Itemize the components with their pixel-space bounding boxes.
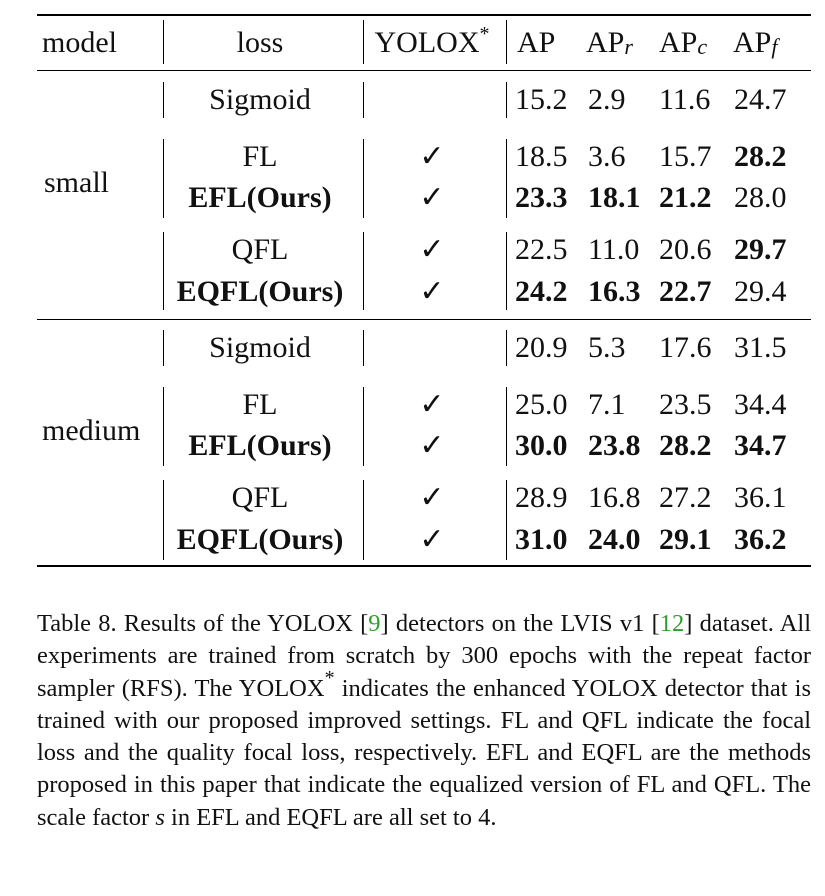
cell-ap-c: 11.6 xyxy=(659,83,711,116)
cell-ap-f: 36.2 xyxy=(734,523,787,556)
header-yolox: YOLOX* xyxy=(374,23,490,59)
cell-yolox-check: ✓ xyxy=(419,388,445,421)
cell-yolox-check: ✓ xyxy=(419,140,445,173)
cell-loss: Sigmoid xyxy=(209,331,311,364)
column-separator xyxy=(363,139,364,218)
column-separator xyxy=(363,20,364,64)
column-separator xyxy=(163,82,164,118)
cell-loss: EQFL(Ours) xyxy=(176,523,344,556)
cell-loss: EFL(Ours) xyxy=(188,181,332,214)
column-separator xyxy=(163,387,164,466)
column-separator xyxy=(506,139,507,218)
column-separator xyxy=(163,330,164,366)
cell-ap-c: 17.6 xyxy=(659,331,712,364)
model-label-medium: medium xyxy=(42,414,141,447)
cell-loss: Sigmoid xyxy=(209,83,311,116)
cell-loss: EQFL(Ours) xyxy=(176,275,344,308)
cell-ap-r: 7.1 xyxy=(588,388,626,421)
citation-yolox[interactable]: 9 xyxy=(368,610,381,637)
header-rule xyxy=(37,70,811,71)
column-separator xyxy=(506,20,507,64)
column-separator xyxy=(506,480,507,560)
cell-ap-f: 29.4 xyxy=(734,275,787,308)
cell-ap-c: 20.6 xyxy=(659,233,712,266)
cell-ap-c: 27.2 xyxy=(659,481,712,514)
cell-ap: 22.5 xyxy=(515,233,568,266)
column-separator xyxy=(163,139,164,218)
cell-ap-f: 36.1 xyxy=(734,481,787,514)
cell-ap-r: 5.3 xyxy=(588,331,626,364)
column-separator xyxy=(363,387,364,466)
cell-ap-f: 28.0 xyxy=(734,181,787,214)
model-label-small: small xyxy=(44,166,109,199)
table-bottom-rule xyxy=(37,565,811,567)
header-ap: AP xyxy=(517,26,556,59)
cell-ap-r: 3.6 xyxy=(588,140,626,173)
cell-ap-r: 18.1 xyxy=(588,181,641,214)
cell-ap-f: 24.7 xyxy=(734,83,787,116)
column-separator xyxy=(363,480,364,560)
cell-yolox-check: ✓ xyxy=(419,481,445,514)
cell-ap: 24.2 xyxy=(515,275,568,308)
header-ap-r: $AP_r$ xyxy=(586,26,633,59)
cell-yolox-check: ✓ xyxy=(419,523,445,556)
header-ap-c: $AP_c$ xyxy=(659,26,708,59)
cell-ap: 23.3 xyxy=(515,181,568,214)
cell-ap-c: 23.5 xyxy=(659,388,712,421)
header-model: model xyxy=(42,26,117,59)
cell-ap: 30.0 xyxy=(515,429,568,462)
cell-ap-f: 34.4 xyxy=(734,388,787,421)
cell-loss: FL xyxy=(242,388,278,421)
table-caption: Table 8. Results of the YOLOX [9] detectors on the LVIS v1 [12] dataset. All experiments are trained from scratch by 300 epochs with the repeat factor sampler (RFS). The YOLOX* indicates the enhanced YOLOX detector that is trained with our proposed improved settings. FL and QFL indicate the focal loss and the quality focal loss, respectively. EFL and EQFL are the methods proposed in this paper that indicate the equalized version of FL and QFL. The scale factor s in EFL and EQFL are all set to 4. xyxy=(37,610,811,831)
cell-ap-r: 16.3 xyxy=(588,275,641,308)
cell-ap-r: 16.8 xyxy=(588,481,641,514)
column-separator xyxy=(363,232,364,310)
cell-ap: 28.9 xyxy=(515,481,568,514)
scale-factor-symbol: s xyxy=(155,803,165,831)
cell-ap-f: 29.7 xyxy=(734,233,787,266)
header-loss: loss xyxy=(236,26,284,59)
column-separator xyxy=(363,82,364,118)
cell-ap: 15.2 xyxy=(515,83,568,116)
cell-ap-c: 29.1 xyxy=(659,523,712,556)
cell-ap-c: 21.2 xyxy=(659,181,712,214)
header-ap-f: $AP_f$ xyxy=(733,26,778,59)
cell-ap: 25.0 xyxy=(515,388,568,421)
cell-ap-r: 23.8 xyxy=(588,429,641,462)
cell-loss: QFL xyxy=(231,481,289,514)
cell-loss: QFL xyxy=(231,233,289,266)
cell-ap-c: 15.7 xyxy=(659,140,712,173)
column-separator xyxy=(163,232,164,310)
cell-ap-c: 22.7 xyxy=(659,275,712,308)
column-separator xyxy=(163,480,164,560)
cell-ap-f: 28.2 xyxy=(734,140,787,173)
cell-yolox-check: ✓ xyxy=(419,429,445,462)
cell-ap-f: 34.7 xyxy=(734,429,787,462)
cell-ap-r: 24.0 xyxy=(588,523,641,556)
table-top-rule xyxy=(37,14,811,16)
column-separator xyxy=(163,20,164,64)
cell-ap-r: 11.0 xyxy=(588,233,640,266)
cell-yolox-check: ✓ xyxy=(419,275,445,308)
citation-lvis[interactable]: 12 xyxy=(659,610,685,637)
cell-loss: EFL(Ours) xyxy=(188,429,332,462)
cell-yolox-check: ✓ xyxy=(419,233,445,266)
cell-yolox-check: ✓ xyxy=(419,181,445,214)
cell-ap: 31.0 xyxy=(515,523,568,556)
cell-ap-c: 28.2 xyxy=(659,429,712,462)
cell-ap: 20.9 xyxy=(515,331,568,364)
column-separator xyxy=(506,387,507,466)
cell-loss: FL xyxy=(242,140,278,173)
column-separator xyxy=(363,330,364,366)
cell-ap-r: 2.9 xyxy=(588,83,626,116)
column-separator xyxy=(506,232,507,310)
column-separator xyxy=(506,82,507,118)
group-rule xyxy=(37,319,811,320)
cell-ap-f: 31.5 xyxy=(734,331,787,364)
cell-ap: 18.5 xyxy=(515,140,568,173)
column-separator xyxy=(506,330,507,366)
